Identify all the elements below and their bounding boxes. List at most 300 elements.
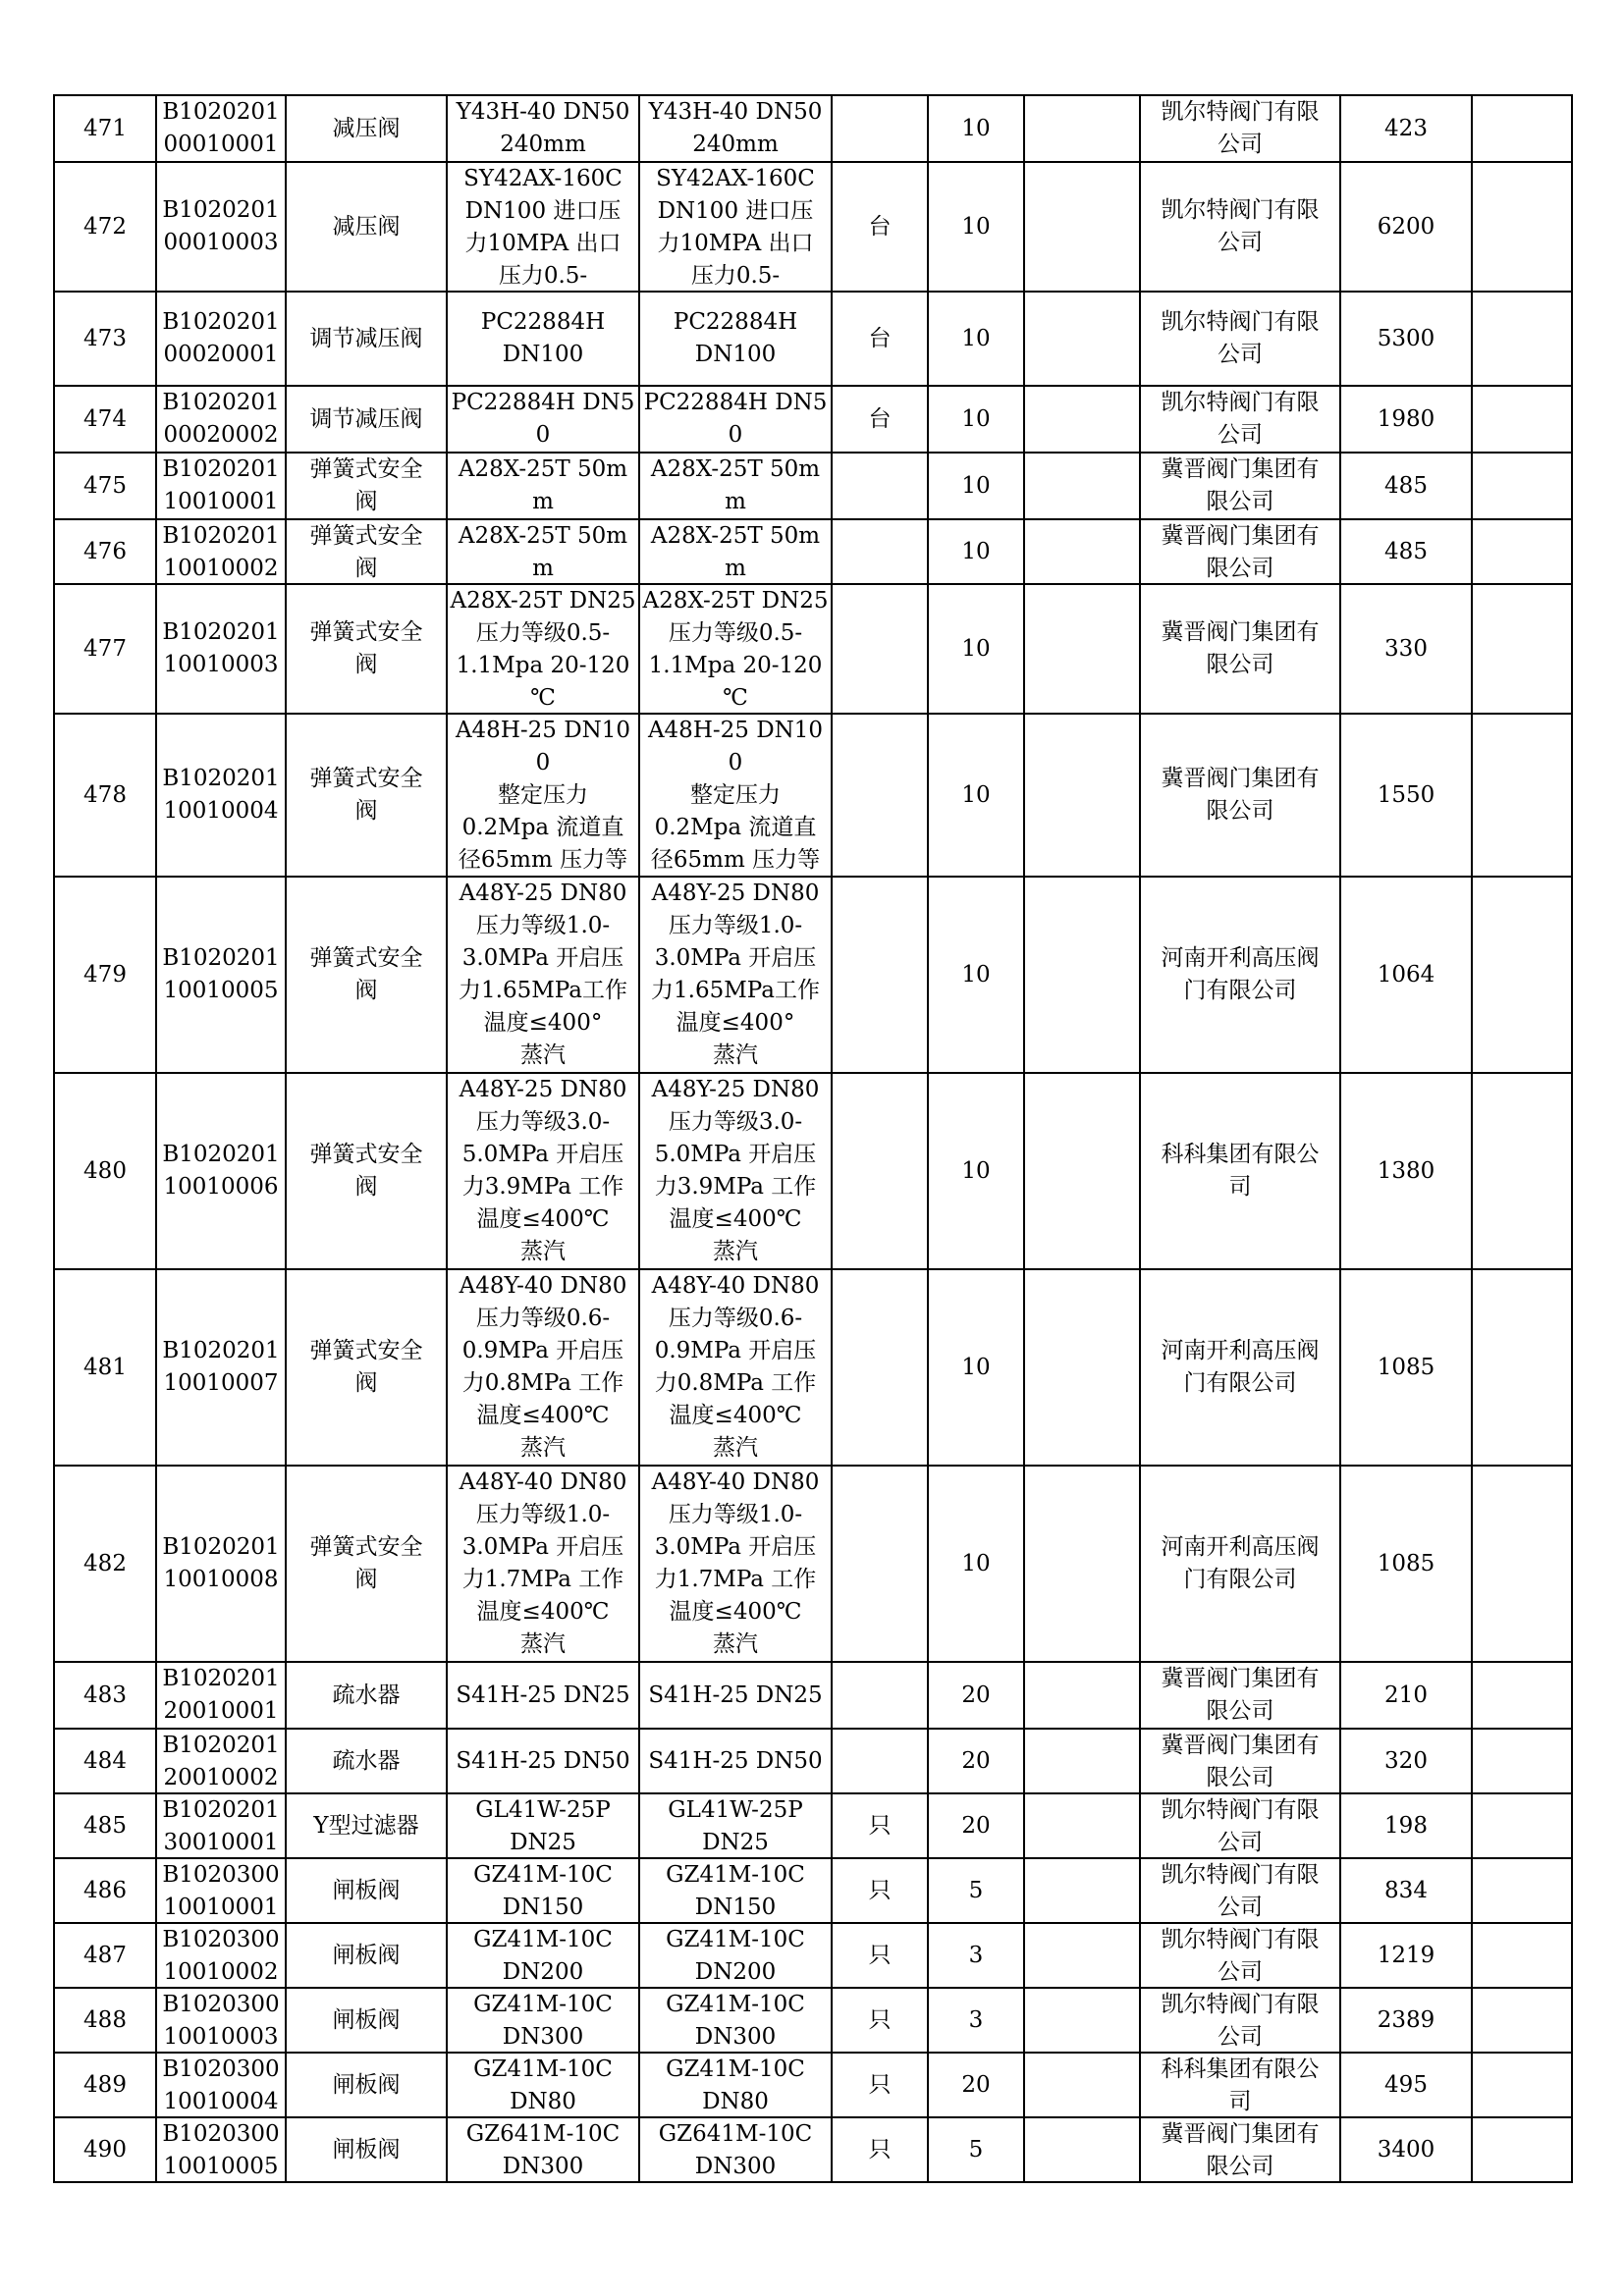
vendor-cell: [1140, 95, 1340, 162]
vendor-text: 冀晋阀门集团有 限公司: [1161, 1666, 1320, 1724]
spec-primary-text: A28X-25T DN25 压力等级0.5- 1.1Mpa 20-120 ℃: [450, 588, 636, 711]
row-number-cell: [54, 1988, 156, 2053]
vendor-cell: [1140, 1662, 1340, 1729]
unit-text: 台: [868, 325, 892, 351]
item-code-text: B1020201 10010005: [162, 945, 280, 1003]
item-name-text: 弹簧式安全 阀: [309, 456, 423, 514]
price-cell: [1340, 95, 1472, 162]
quantity-cell: [928, 386, 1024, 453]
vendor-text: 河南开利高压阀 门有限公司: [1161, 1534, 1320, 1592]
item-code-text: B1020300 10010003: [162, 1992, 280, 2050]
item-name-cell: [286, 519, 447, 584]
blank-cell-cell: [1024, 1073, 1140, 1269]
spec-primary-cell: [447, 1466, 639, 1662]
spec-primary-text: Y43H-40 DN50 240mm: [456, 99, 630, 157]
spec-primary-cell: [447, 292, 639, 386]
blank-cell-cell: [1024, 714, 1140, 877]
vendor-cell: [1140, 1729, 1340, 1793]
row-number-cell: [54, 2053, 156, 2117]
blank-cell-cell: [1024, 1269, 1140, 1466]
spec-primary-cell: [447, 162, 639, 292]
unit-text: 只: [868, 2136, 892, 2163]
quantity-cell: [928, 877, 1024, 1073]
row-number-cell: [54, 1466, 156, 1662]
item-code-text: B1020201 10010007: [162, 1338, 280, 1396]
vendor-text: 河南开利高压阀 门有限公司: [1161, 945, 1320, 1003]
price-text: 485: [1384, 472, 1428, 499]
blank-cell-cell: [1024, 453, 1140, 519]
item-code-cell: [156, 1988, 286, 2053]
note-cell: [1472, 292, 1572, 386]
row-number-cell: [54, 1793, 156, 1858]
spec-secondary-text: SY42AX-160C DN100 进口压 力10MPA 出口 压力0.5-: [656, 166, 815, 289]
quantity-cell: [928, 1269, 1024, 1466]
row-number-text: 478: [83, 781, 127, 808]
price-cell: [1340, 1988, 1472, 2053]
price-cell: [1340, 1662, 1472, 1729]
note-cell: [1472, 2117, 1572, 2182]
vendor-text: 凯尔特阀门有限 公司: [1161, 1927, 1320, 1985]
row-number-text: 480: [83, 1157, 127, 1184]
item-code-cell: [156, 2053, 286, 2117]
vendor-text: 凯尔特阀门有限 公司: [1161, 197, 1320, 255]
row-number-cell: [54, 584, 156, 714]
spec-primary-cell: [447, 1729, 639, 1793]
price-cell: [1340, 386, 1472, 453]
note-cell: [1472, 1988, 1572, 2053]
row-number-cell: [54, 1662, 156, 1729]
spec-primary-text: A48Y-25 DN80 压力等级1.0- 3.0MPa 开启压 力1.65MPa工作 温度≤400° 蒸汽: [459, 881, 627, 1068]
blank-cell-cell: [1024, 1729, 1140, 1793]
item-name-text: 减压阀: [332, 115, 401, 141]
quantity-cell: [928, 1466, 1024, 1662]
table-row: [54, 519, 1572, 584]
price-text: 1550: [1377, 781, 1435, 808]
item-code-text: B1020300 10010004: [162, 2056, 280, 2114]
quantity-cell: [928, 1858, 1024, 1923]
quantity-cell: [928, 292, 1024, 386]
quantity-cell: [928, 1073, 1024, 1269]
table-row: [54, 877, 1572, 1073]
spec-secondary-cell: [639, 519, 832, 584]
spec-secondary-text: A28X-25T DN25 压力等级0.5- 1.1Mpa 20-120 ℃: [642, 588, 829, 711]
item-name-cell: [286, 877, 447, 1073]
item-name-cell: [286, 162, 447, 292]
row-number-text: 485: [83, 1812, 127, 1839]
table-row: [54, 1729, 1572, 1793]
quantity-text: 10: [961, 472, 991, 499]
price-text: 1380: [1377, 1157, 1435, 1184]
spec-secondary-cell: [639, 877, 832, 1073]
quantity-text: 3: [968, 2006, 984, 2033]
table-row: [54, 292, 1572, 386]
unit-text: 只: [868, 1812, 892, 1839]
quantity-cell: [928, 2053, 1024, 2117]
item-name-cell: [286, 1923, 447, 1988]
price-text: 423: [1384, 115, 1428, 141]
unit-text: 台: [868, 213, 892, 240]
item-name-cell: [286, 1793, 447, 1858]
table-row: [54, 2117, 1572, 2182]
unit-cell: [832, 1793, 928, 1858]
item-code-text: B1020201 10010003: [162, 619, 280, 677]
spec-primary-text: GZ641M-10C DN300: [465, 2121, 621, 2179]
spec-primary-cell: [447, 453, 639, 519]
spec-primary-cell: [447, 1269, 639, 1466]
item-name-text: 闸板阀: [332, 1877, 401, 1903]
price-text: 1085: [1377, 1354, 1435, 1380]
vendor-cell: [1140, 2117, 1340, 2182]
spec-primary-text: A28X-25T 50mm: [458, 456, 628, 514]
price-cell: [1340, 1923, 1472, 1988]
unit-cell: [832, 1858, 928, 1923]
vendor-cell: [1140, 1923, 1340, 1988]
note-cell: [1472, 877, 1572, 1073]
unit-cell: [832, 2117, 928, 2182]
blank-cell-cell: [1024, 2053, 1140, 2117]
quantity-cell: [928, 1729, 1024, 1793]
item-name-text: 减压阀: [332, 213, 401, 240]
note-cell: [1472, 519, 1572, 584]
item-code-cell: [156, 584, 286, 714]
item-code-cell: [156, 1662, 286, 1729]
quantity-text: 10: [961, 781, 991, 808]
vendor-cell: [1140, 386, 1340, 453]
price-cell: [1340, 453, 1472, 519]
quantity-text: 10: [961, 538, 991, 564]
item-code-cell: [156, 453, 286, 519]
item-code-text: B1020300 10010005: [162, 2121, 280, 2179]
spec-primary-text: PC22884H DN100: [480, 309, 606, 367]
vendor-cell: [1140, 292, 1340, 386]
spec-secondary-text: GZ641M-10C DN300: [658, 2121, 813, 2179]
item-code-cell: [156, 1073, 286, 1269]
unit-cell: [832, 877, 928, 1073]
unit-cell: [832, 714, 928, 877]
quantity-text: 10: [961, 115, 991, 141]
price-text: 485: [1384, 538, 1428, 564]
spec-secondary-text: S41H-25 DN50: [648, 1747, 823, 1774]
note-cell: [1472, 1729, 1572, 1793]
price-cell: [1340, 714, 1472, 877]
vendor-cell: [1140, 519, 1340, 584]
row-number-cell: [54, 519, 156, 584]
item-name-text: 疏水器: [332, 1682, 401, 1708]
row-number-cell: [54, 1269, 156, 1466]
spec-primary-cell: [447, 1858, 639, 1923]
item-name-cell: [286, 95, 447, 162]
spec-secondary-cell: [639, 714, 832, 877]
quantity-cell: [928, 519, 1024, 584]
item-name-cell: [286, 1858, 447, 1923]
price-cell: [1340, 2053, 1472, 2117]
blank-cell-cell: [1024, 1662, 1140, 1729]
unit-cell: [832, 95, 928, 162]
spec-primary-cell: [447, 877, 639, 1073]
vendor-text: 凯尔特阀门有限 公司: [1161, 1797, 1320, 1855]
vendor-text: 冀晋阀门集团有 限公司: [1161, 456, 1320, 514]
price-text: 6200: [1377, 213, 1435, 240]
table-row: [54, 714, 1572, 877]
blank-cell-cell: [1024, 162, 1140, 292]
item-name-text: 调节减压阀: [309, 405, 423, 432]
item-name-text: Y型过滤器: [313, 1812, 419, 1839]
quantity-cell: [928, 162, 1024, 292]
item-name-cell: [286, 2053, 447, 2117]
spec-secondary-cell: [639, 1662, 832, 1729]
item-name-text: 调节减压阀: [309, 325, 423, 351]
row-number-cell: [54, 292, 156, 386]
spec-secondary-text: A48Y-25 DN80 压力等级3.0- 5.0MPa 开启压 力3.9MPa 工作 温度≤400℃ 蒸汽: [651, 1077, 820, 1264]
item-code-text: B1020300 10010002: [162, 1927, 280, 1985]
item-code-text: B1020201 20010002: [162, 1733, 280, 1790]
vendor-text: 科科集团有限公 司: [1161, 1142, 1320, 1200]
price-cell: [1340, 1466, 1472, 1662]
item-code-cell: [156, 714, 286, 877]
vendor-cell: [1140, 1466, 1340, 1662]
spec-secondary-cell: [639, 1923, 832, 1988]
vendor-cell: [1140, 1269, 1340, 1466]
row-number-cell: [54, 2117, 156, 2182]
spec-primary-cell: [447, 1073, 639, 1269]
table-row: [54, 1269, 1572, 1466]
item-code-text: B1020201 30010001: [162, 1797, 280, 1855]
quantity-text: 20: [961, 2071, 991, 2098]
row-number-cell: [54, 386, 156, 453]
item-name-text: 弹簧式安全 阀: [309, 766, 423, 824]
vendor-text: 凯尔特阀门有限 公司: [1161, 1992, 1320, 2050]
row-number-text: 471: [83, 115, 127, 141]
unit-cell: [832, 162, 928, 292]
table-row: [54, 1793, 1572, 1858]
item-name-cell: [286, 584, 447, 714]
spec-secondary-cell: [639, 1729, 832, 1793]
table-row: [54, 1073, 1572, 1269]
table-row: [54, 162, 1572, 292]
item-code-cell: [156, 519, 286, 584]
quantity-text: 10: [961, 1550, 991, 1576]
blank-cell-cell: [1024, 386, 1140, 453]
blank-cell-cell: [1024, 1858, 1140, 1923]
price-text: 3400: [1377, 2136, 1435, 2163]
note-cell: [1472, 453, 1572, 519]
row-number-text: 476: [83, 538, 127, 564]
item-code-text: B1020201 10010004: [162, 766, 280, 824]
price-cell: [1340, 519, 1472, 584]
spec-primary-cell: [447, 1923, 639, 1988]
spec-secondary-text: PC22884H DN100: [673, 309, 798, 367]
quantity-text: 10: [961, 635, 991, 662]
item-code-text: B1020201 00010003: [162, 197, 280, 255]
item-name-text: 弹簧式安全 阀: [309, 945, 423, 1003]
spec-secondary-cell: [639, 292, 832, 386]
row-number-text: 484: [83, 1747, 127, 1774]
table-row: [54, 584, 1572, 714]
quantity-cell: [928, 453, 1024, 519]
item-code-text: B1020201 10010006: [162, 1142, 280, 1200]
spec-primary-text: GL41W-25P DN25: [475, 1797, 611, 1855]
row-number-cell: [54, 1923, 156, 1988]
spec-secondary-text: PC22884H DN50: [643, 390, 828, 448]
unit-cell: [832, 1466, 928, 1662]
note-cell: [1472, 1269, 1572, 1466]
spec-secondary-cell: [639, 2053, 832, 2117]
row-number-text: 473: [83, 325, 127, 351]
unit-cell: [832, 519, 928, 584]
note-cell: [1472, 1073, 1572, 1269]
spec-secondary-text: A48H-25 DN100 整定压力 0.2Mpa 流道直 径65mm 压力等: [647, 718, 824, 873]
note-cell: [1472, 386, 1572, 453]
item-code-cell: [156, 877, 286, 1073]
unit-text: 只: [868, 1877, 892, 1903]
price-cell: [1340, 1073, 1472, 1269]
item-code-cell: [156, 1269, 286, 1466]
row-number-text: 490: [83, 2136, 127, 2163]
item-name-text: 疏水器: [332, 1747, 401, 1774]
price-cell: [1340, 1269, 1472, 1466]
spec-secondary-cell: [639, 1793, 832, 1858]
unit-cell: [832, 453, 928, 519]
row-number-text: 483: [83, 1682, 127, 1708]
row-number-text: 477: [83, 635, 127, 662]
row-number-cell: [54, 453, 156, 519]
row-number-text: 475: [83, 472, 127, 499]
price-table: [53, 94, 1573, 2183]
item-name-cell: [286, 1073, 447, 1269]
price-cell: [1340, 2117, 1472, 2182]
price-cell: [1340, 292, 1472, 386]
item-name-text: 弹簧式安全 阀: [309, 1534, 423, 1592]
row-number-text: 486: [83, 1877, 127, 1903]
price-text: 320: [1384, 1747, 1428, 1774]
spec-secondary-cell: [639, 1466, 832, 1662]
item-name-cell: [286, 1988, 447, 2053]
note-cell: [1472, 1923, 1572, 1988]
price-text: 2389: [1377, 2006, 1435, 2033]
unit-cell: [832, 1073, 928, 1269]
price-cell: [1340, 1793, 1472, 1858]
vendor-text: 凯尔特阀门有限 公司: [1161, 1862, 1320, 1920]
price-cell: [1340, 1729, 1472, 1793]
row-number-text: 487: [83, 1942, 127, 1968]
unit-cell: [832, 1729, 928, 1793]
spec-secondary-cell: [639, 584, 832, 714]
quantity-text: 10: [961, 325, 991, 351]
unit-text: 只: [868, 2071, 892, 2098]
table-row: [54, 1662, 1572, 1729]
spec-secondary-cell: [639, 1269, 832, 1466]
item-code-text: B1020201 10010002: [162, 523, 280, 581]
spec-primary-text: A48H-25 DN100 整定压力 0.2Mpa 流道直 径65mm 压力等: [455, 718, 631, 873]
item-name-text: 闸板阀: [332, 2136, 401, 2163]
table-body: [54, 95, 1572, 2182]
quantity-cell: [928, 714, 1024, 877]
item-name-cell: [286, 1466, 447, 1662]
quantity-text: 3: [968, 1942, 984, 1968]
vendor-text: 冀晋阀门集团有 限公司: [1161, 766, 1320, 824]
spec-primary-text: S41H-25 DN25: [456, 1682, 630, 1708]
row-number-text: 479: [83, 961, 127, 988]
vendor-cell: [1140, 1073, 1340, 1269]
row-number-text: 482: [83, 1550, 127, 1576]
vendor-cell: [1140, 714, 1340, 877]
item-name-cell: [286, 1662, 447, 1729]
item-code-text: B1020201 10010008: [162, 1534, 280, 1592]
quantity-cell: [928, 1662, 1024, 1729]
spec-primary-text: GZ41M-10C DN200: [473, 1927, 613, 1985]
note-cell: [1472, 2053, 1572, 2117]
unit-cell: [832, 584, 928, 714]
price-text: 834: [1384, 1877, 1428, 1903]
item-name-text: 弹簧式安全 阀: [309, 1338, 423, 1396]
spec-primary-text: A28X-25T 50mm: [458, 523, 628, 581]
note-cell: [1472, 162, 1572, 292]
item-name-cell: [286, 386, 447, 453]
vendor-text: 凯尔特阀门有限 公司: [1161, 99, 1320, 157]
vendor-cell: [1140, 584, 1340, 714]
blank-cell-cell: [1024, 2117, 1140, 2182]
spec-primary-text: A48Y-40 DN80 压力等级0.6- 0.9MPa 开启压 力0.8MPa 工作 温度≤400℃ 蒸汽: [459, 1273, 627, 1461]
unit-text: 台: [868, 405, 892, 432]
row-number-cell: [54, 877, 156, 1073]
spec-primary-cell: [447, 584, 639, 714]
row-number-text: 488: [83, 2006, 127, 2033]
spec-primary-cell: [447, 95, 639, 162]
vendor-text: 冀晋阀门集团有 限公司: [1161, 1733, 1320, 1790]
row-number-text: 489: [83, 2071, 127, 2098]
table-row: [54, 95, 1572, 162]
price-text: 330: [1384, 635, 1428, 662]
vendor-text: 科科集团有限公 司: [1161, 2056, 1320, 2114]
spec-secondary-text: A48Y-40 DN80 压力等级1.0- 3.0MPa 开启压 力1.7MPa 工作 温度≤400℃ 蒸汽: [651, 1469, 820, 1657]
spec-secondary-cell: [639, 1073, 832, 1269]
note-cell: [1472, 95, 1572, 162]
quantity-text: 20: [961, 1812, 991, 1839]
vendor-text: 凯尔特阀门有限 公司: [1161, 390, 1320, 448]
price-text: 210: [1384, 1682, 1428, 1708]
spec-secondary-cell: [639, 1858, 832, 1923]
vendor-cell: [1140, 1858, 1340, 1923]
blank-cell-cell: [1024, 519, 1140, 584]
spec-primary-cell: [447, 386, 639, 453]
quantity-text: 20: [961, 1682, 991, 1708]
note-cell: [1472, 1662, 1572, 1729]
row-number-cell: [54, 95, 156, 162]
item-code-cell: [156, 1858, 286, 1923]
spec-primary-text: GZ41M-10C DN150: [473, 1862, 613, 1920]
price-cell: [1340, 584, 1472, 714]
vendor-cell: [1140, 162, 1340, 292]
table-row: [54, 2053, 1572, 2117]
table-row: [54, 1858, 1572, 1923]
spec-primary-text: GZ41M-10C DN80: [473, 2056, 613, 2114]
item-name-cell: [286, 1729, 447, 1793]
spec-secondary-text: GZ41M-10C DN150: [666, 1862, 805, 1920]
vendor-cell: [1140, 1988, 1340, 2053]
spec-primary-text: GZ41M-10C DN300: [473, 1992, 613, 2050]
quantity-text: 20: [961, 1747, 991, 1774]
quantity-cell: [928, 1923, 1024, 1988]
blank-cell-cell: [1024, 1793, 1140, 1858]
price-text: 495: [1384, 2071, 1428, 2098]
spec-secondary-cell: [639, 162, 832, 292]
spec-secondary-text: A28X-25T 50mm: [650, 523, 821, 581]
blank-cell-cell: [1024, 584, 1140, 714]
quantity-cell: [928, 1793, 1024, 1858]
spec-primary-cell: [447, 714, 639, 877]
spec-primary-text: A48Y-25 DN80 压力等级3.0- 5.0MPa 开启压 力3.9MPa 工作 温度≤400℃ 蒸汽: [459, 1077, 627, 1264]
note-cell: [1472, 584, 1572, 714]
